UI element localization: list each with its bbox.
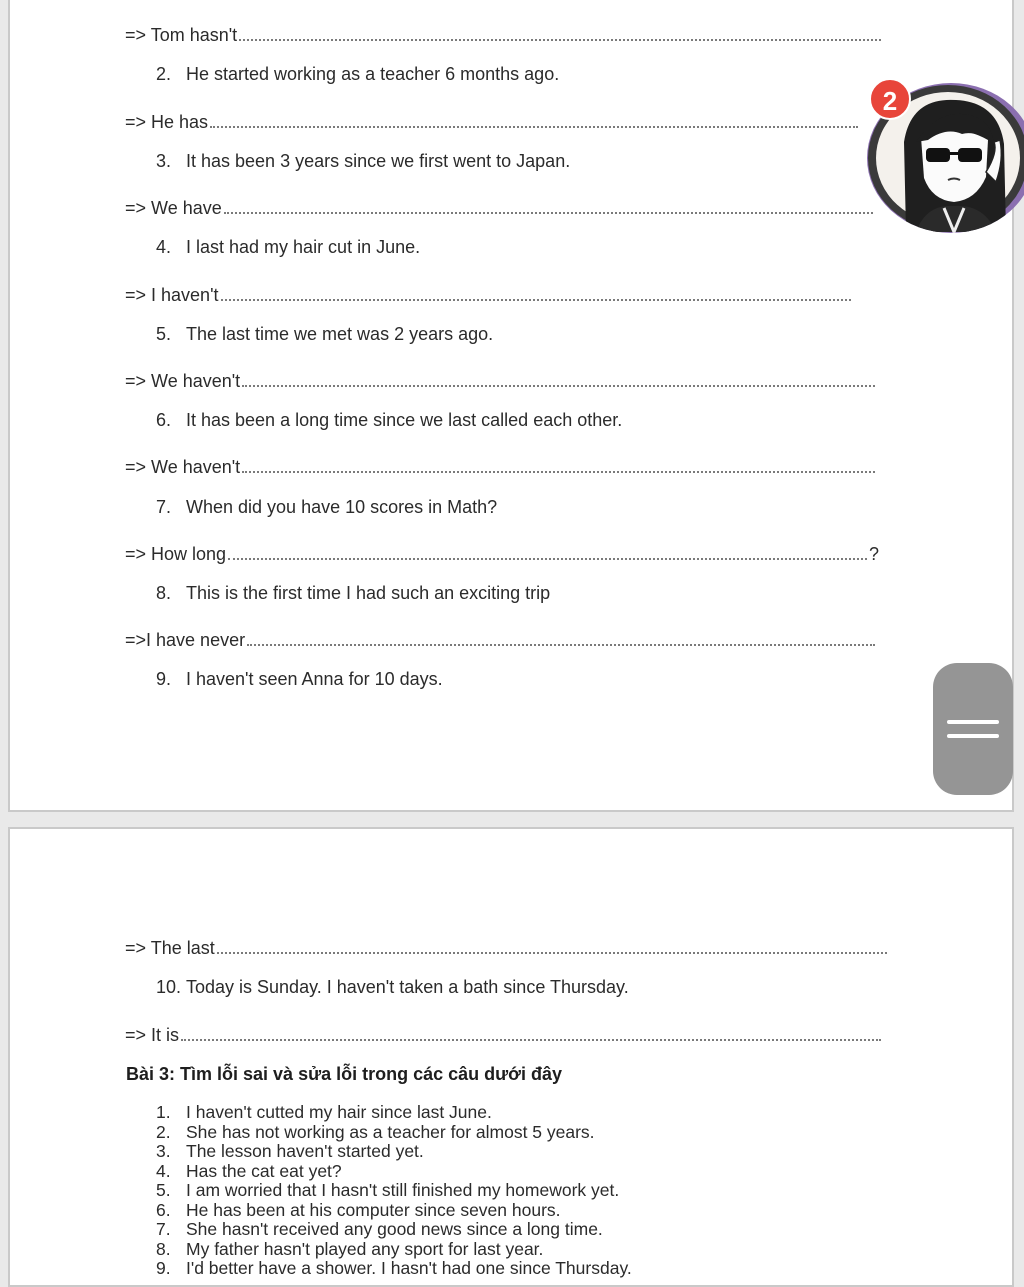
exercise-3-heading: Bài 3: Tìm lỗi sai và sửa lỗi trong các câu dưới đây (126, 1064, 562, 1084)
question-2: 2. He started working as a teacher 6 months ago. (156, 64, 560, 84)
question-5: 5. The last time we met was 2 years ago. (156, 324, 494, 344)
answer-line-1 (125, 24, 883, 46)
answer-blank (247, 629, 875, 646)
answer-line-8 (125, 629, 877, 651)
answer-prefix: => He has (125, 112, 209, 132)
list-item: 1. I haven't cutted my hair since last June. (156, 1102, 492, 1122)
answer-blank (210, 111, 858, 128)
answer-line-6 (125, 456, 877, 478)
question-8: 8. This is the first time I had such an exciting trip (156, 583, 551, 603)
answer-blank (181, 1024, 881, 1041)
answer-line-2 (125, 111, 860, 133)
answer-blank (242, 456, 875, 473)
handle-line (947, 734, 999, 738)
notification-badge[interactable]: 2 (869, 78, 911, 120)
answer-blank (217, 937, 887, 954)
question-6: 6. It has been a long time since we last called each other. (156, 410, 623, 430)
answer-prefix: => We haven't (125, 457, 241, 477)
answer-prefix: => We have (125, 198, 222, 218)
list-item: 4. Has the cat eat yet? (156, 1160, 342, 1181)
answer-line-10 (125, 1024, 883, 1046)
answer-line-3 (125, 197, 875, 219)
answer-blank (242, 370, 875, 387)
list-item: 3. The lesson haven't started yet. (156, 1141, 424, 1161)
answer-prefix: => I haven't (125, 285, 219, 305)
answer-line-9 (125, 937, 889, 959)
answer-blank (224, 197, 873, 214)
list-item: 6. He has been at his computer since seven hours. (156, 1199, 561, 1220)
answer-prefix: => The last (125, 938, 215, 958)
question-4: 4. I last had my hair cut in June. (156, 237, 421, 257)
question-3: 3. It has been 3 years since we first went to Japan. (156, 151, 571, 171)
answer-prefix: =>I have never (125, 630, 246, 650)
list-item: 9. I'd better have a shower. I hasn't had one since Thursday. (156, 1258, 632, 1278)
answer-prefix: => How long (125, 544, 227, 564)
answer-prefix: => It is (125, 1025, 180, 1045)
answer-blank (221, 284, 851, 301)
question-10: 10. Today is Sunday. I haven't taken a bath since Thursday. (156, 977, 629, 997)
answer-prefix: => Tom hasn't (125, 25, 238, 45)
list-item: 7. She hasn't received any good news since a long time. (156, 1219, 603, 1239)
question-7: 7. When did you have 10 scores in Math? (156, 497, 498, 517)
answer-line-5 (125, 370, 877, 392)
answer-blank (239, 24, 881, 41)
answer-line-7 (125, 543, 879, 565)
list-item: 2. She has not working as a teacher for almost 5 years. (156, 1121, 595, 1142)
answer-line-4 (125, 284, 853, 306)
answer-suffix: ? (868, 544, 879, 564)
answer-blank (228, 543, 867, 560)
error-sentence-list (156, 1103, 632, 1279)
handle-line (947, 720, 999, 724)
list-item: 8. My father hasn't played any sport for last year. (156, 1238, 544, 1259)
answer-prefix: => We haven't (125, 371, 241, 391)
question-9: 9. I haven't seen Anna for 10 days. (156, 669, 443, 689)
drag-handle-icon[interactable] (933, 663, 1013, 795)
list-item: 5. I am worried that I hasn't still finished my homework yet. (156, 1180, 620, 1200)
